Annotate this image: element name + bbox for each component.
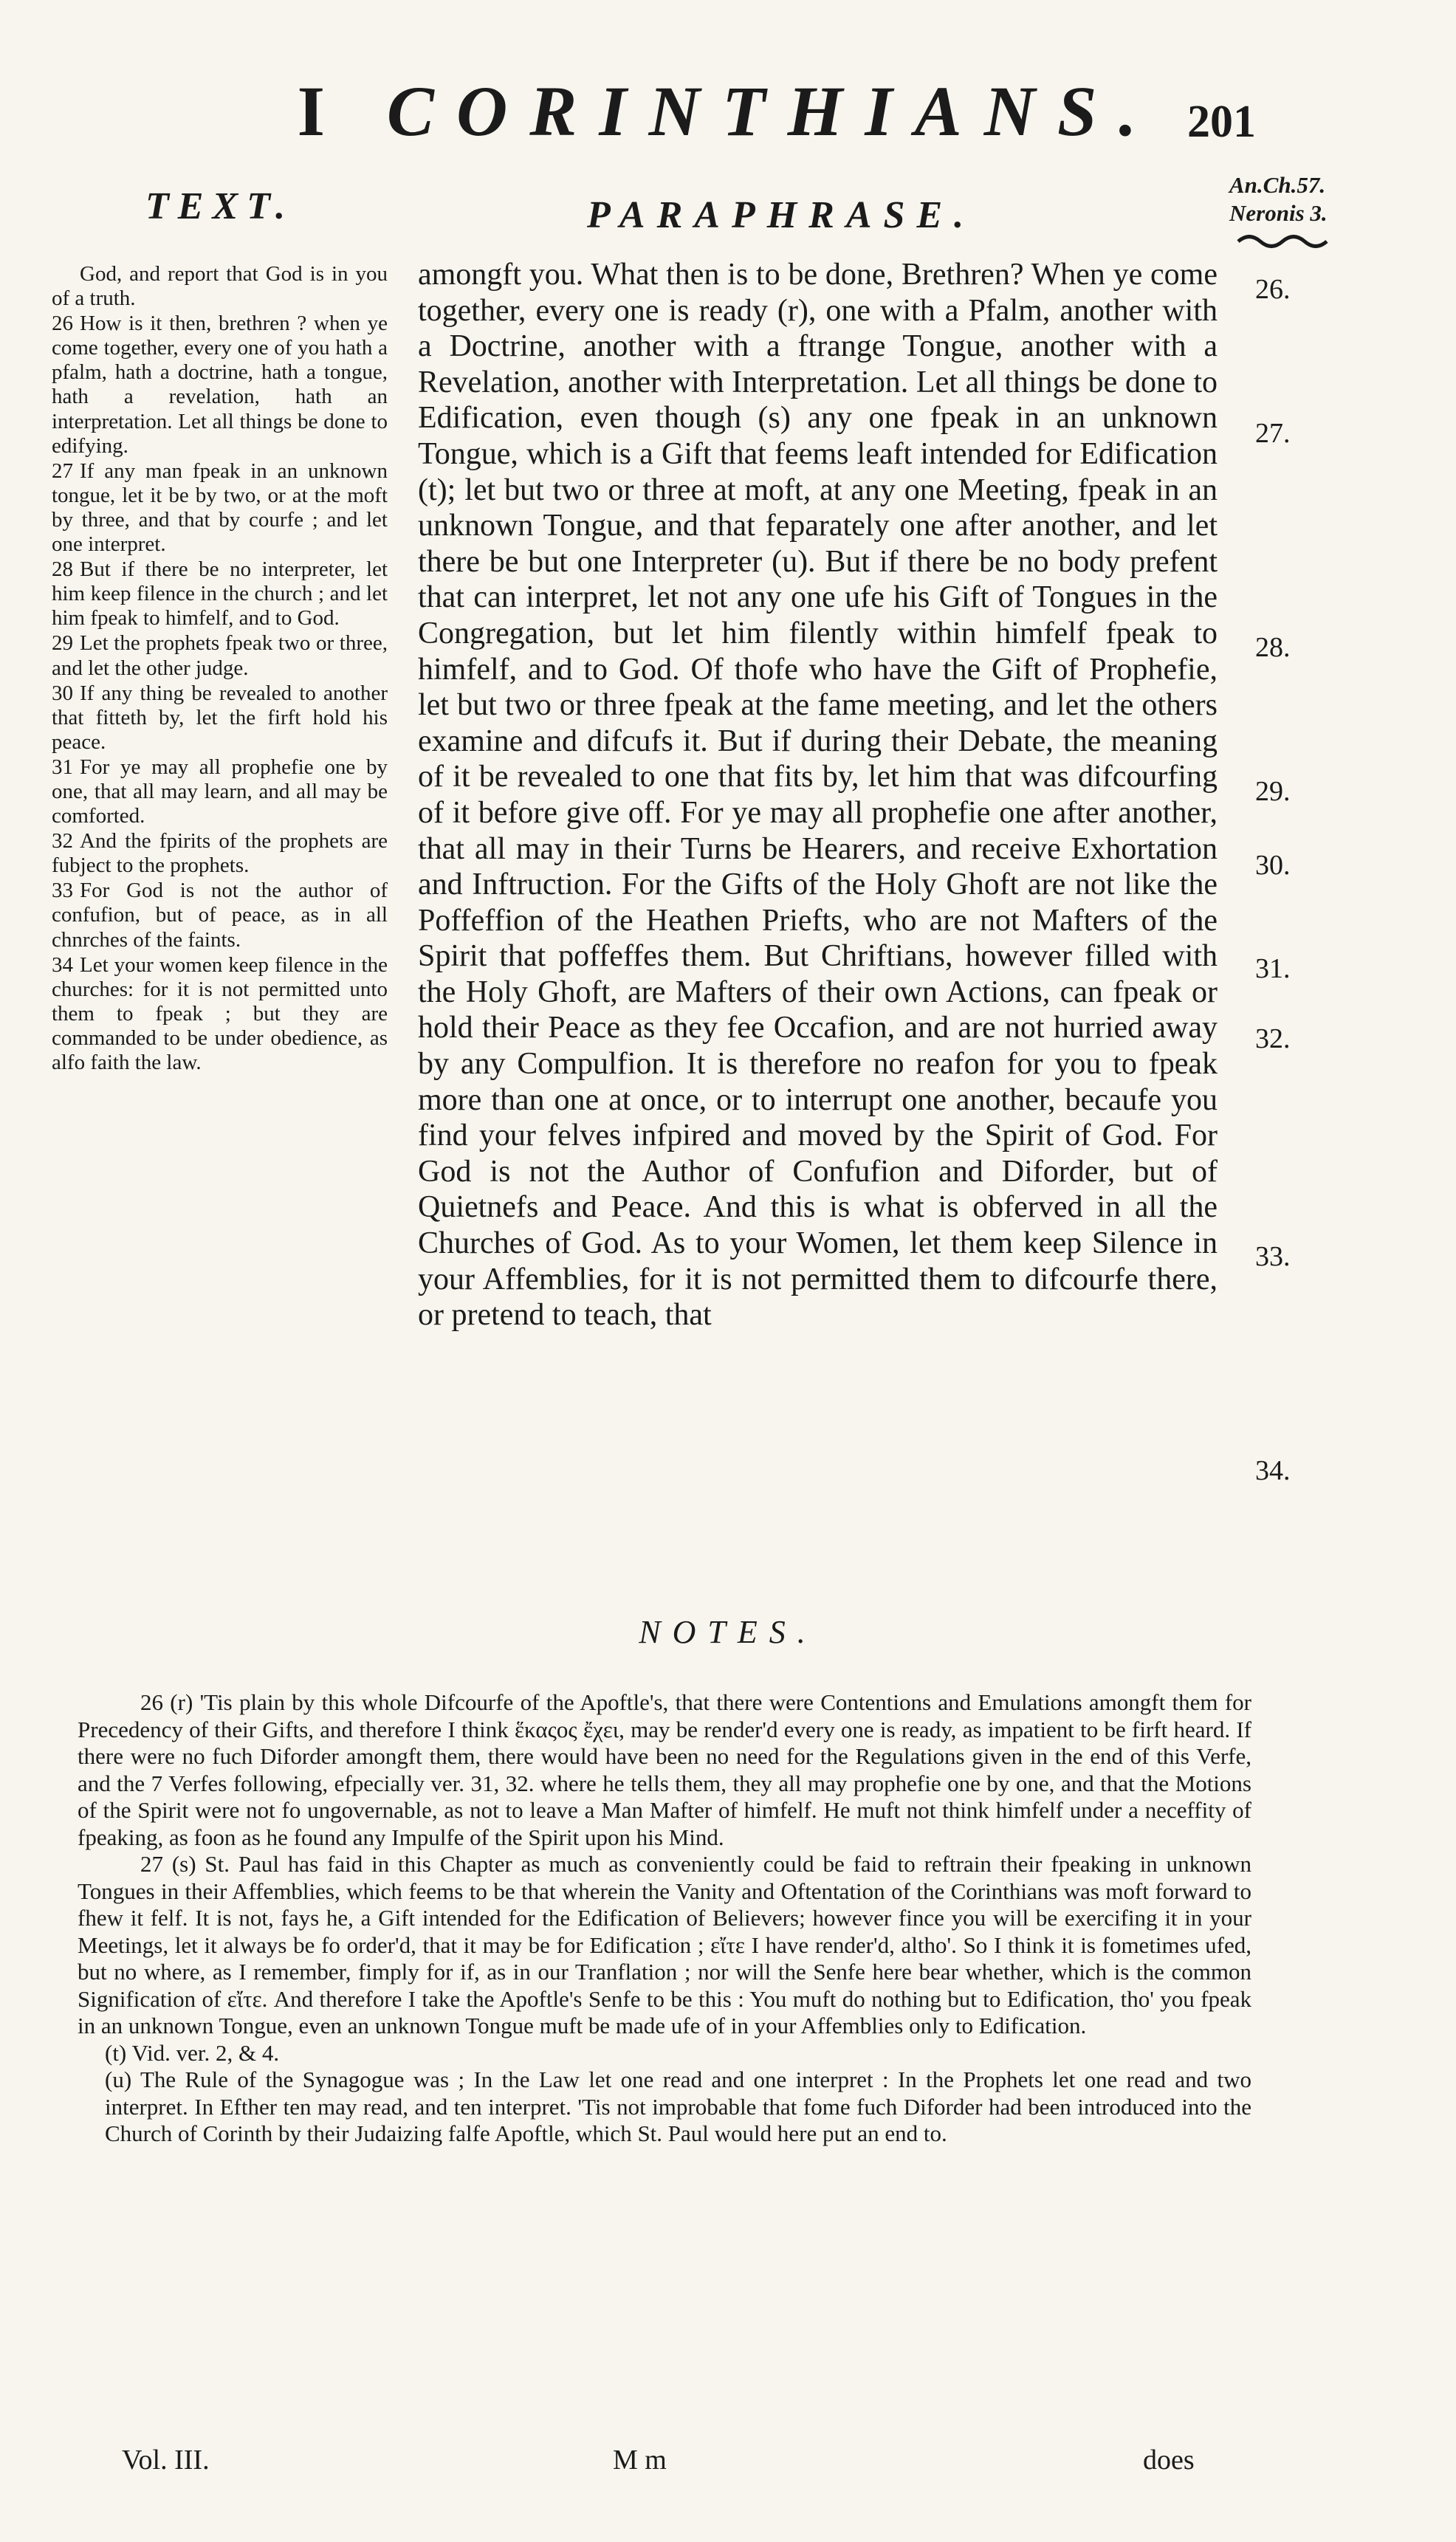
paraphrase-column-heading: PARAPHRASE. (587, 194, 976, 236)
paraphrase-column (418, 257, 1218, 1333)
scripture-text-column (52, 262, 388, 1076)
notes-section (78, 1689, 1251, 2148)
verse-marker: 27. (1255, 418, 1291, 449)
page-number: 201 (1187, 97, 1256, 147)
verse-text: God, and report that God is in you of a truth. (52, 262, 388, 311)
catchword: does (1143, 2445, 1195, 2476)
verse-text: 30 If any thing be revealed to another that fitteth by, let the firft hold his peace. (52, 681, 388, 754)
verse-text: 33 For God is not the author of confufion, but of peace, as in all chnrches of the faints. (52, 879, 388, 952)
ornament-flourish (1234, 230, 1330, 253)
verse-marker: 31. (1255, 953, 1291, 984)
note-t: (t) Vid. ver. 2, & 4. (105, 2039, 280, 2066)
verse-marker: 34. (1255, 1455, 1291, 1486)
verse-marker: 33. (1255, 1241, 1291, 1272)
paraphrase-body: amongft you. What then is to be done, Brethren? When ye come together, every one is ready (r), one with a Pfalm, another with a Doctrine, another with a ftrange Tongue, another with a Revelation, another with Interpretation. Let all things be done to Edification, even though (s) any one fpeak in an unknown Tongue, which is a Gift that feems leaft intended for Edification (t); let but two or three at moft, at any one Meeting, fpeak in an unknown Tongue, and that feparately one after another, and let there be but one Interpreter (u). But if there be no body prefent that can interpret, let not any one ufe his Gift of Tongues in the Congregation, but let him filently within himfelf fpeak to himfelf, and to God. Of thofe who have the Gift of Prophefie, let but two or three fpeak at the fame meeting, and let the others examine and difcufs it. But if during their Debate, the meaning of it be revealed to one that fits by, let him that was difcourfing of it before give off. For ye may all prophefie one after another, that all may in their Turns be Hearers, and receive Exhortation and Inftruction. For the Gifts of the Holy Ghoft are not like the Poffeffion of the Heathen Priefts, who are not Mafters of the Spirit that poffeffes them. But Chriftians, however filled with the Holy Ghoft, are Mafters of their own Actions, can fpeak or hold their Peace as they fee Occafion, and are not hurried away by any Compulfion. It is therefore no reafon for you to fpeak more than one at once, or to interrupt one another, becaufe you find your felves infpired and moved by the Spirit of God. For God is not the Author of Confufion and Diforder, but of Quietnefs and Peace. And this is what is obferved in all the Churches of God. As to your Women, let them keep Silence in your Affemblies, for it is not permitted them to difcourfe there, or pretend to teach, that (418, 258, 1218, 1333)
verse-marker: 30. (1255, 850, 1291, 881)
verse-text: 26 How is it then, brethren ? when ye come together, every one of you hath a pfalm, hath a doctrine, hath a tongue, hath a revelation, hath an interpretation. Let all things be done to edifying. (52, 312, 388, 458)
verse-marker: 32. (1255, 1023, 1291, 1054)
volume-label: Vol. III. (122, 2445, 210, 2476)
verse-text: 34 Let your women keep filence in the churches: for it is not permitted unto them to fpeak ; but they are commanded to be under obedience, as alfo faith the law. (52, 952, 388, 1074)
note-paragraph: 26 (r) 'Tis plain by this whole Difcourfe of the Apoftle's, that there were Contentions and Emulations amongft them for Precedency of their Gifts, and therefore I think ἕκαςος ἔχει, may be render'd every one is ready, as impatient to be firft heard. If there were no fuch Diforder amongft them, there would have been no need for the Regulations given in the end of this Verfe, and the 7 Verfes following, efpecially ver. 31, 32. where he tells them, they all may prophefie one by one, and that the Motions of the Spirit were not fo ungovernable, as not to leave a Man Mafter of himfelf. He muft not think himfelf under a neceffity of fpeaking, as foon as he found any Impulfe of the Spirit upon his Mind. (78, 1689, 1251, 1850)
text-column-heading: TEXT. (145, 185, 295, 227)
verse-marker: 29. (1255, 776, 1291, 807)
notes-heading: NOTES. (639, 1614, 817, 1650)
verse-text: 32 And the fpirits of the prophets are fubject to the prophets. (52, 829, 388, 878)
signature-mark: M m (613, 2445, 667, 2476)
note-paragraph: 27 (s) St. Paul has faid in this Chapter as much as conveniently could be faid to reftrain their fpeaking in unknown Tongues in their Affemblies, which feems to be that wherein the Vanity and Oftentation of the Corinthians was moft forward to fhew it felf. It is not, fays he, a Gift intended for the Edification of Believers; however fince you will be exercifing it in your Meetings, let it always be fo order'd, that it may be for Edification ; εἴτε I have render'd, altho'. So I think it is fometimes ufed, but no where, as I remember, fimply for if, as in our Tranflation ; nor will the Senfe here bear whether, which is the common Signification of εἴτε. And therefore I take the Apoftle's Senfe to be this : You muft do nothing but to Edification, tho' you fpeak in an unknown Tongue, even an unknown Tongue muft be made ufe of in your Affemblies only to Edification. (78, 1851, 1251, 2038)
verse-marker: 26. (1255, 274, 1291, 305)
chronology-note: An.Ch.57. Neronis 3. (1229, 172, 1328, 226)
verse-text: 31 For ye may all prophefie one by one, that all may learn, and all may be comforted. (52, 755, 388, 828)
verse-marker: 28. (1255, 632, 1291, 663)
verse-text: 27 If any man fpeak in an unknown tongue, let it be by two, or at the moft by three, and that by courfe ; and let one interpret. (52, 458, 388, 557)
page-title: I CORINTHIANS. (297, 72, 1159, 151)
verse-text: 29 Let the prophets fpeak two or three, and let the other judge. (52, 631, 388, 680)
verse-text: 28 But if there be no interpreter, let him keep filence in the church ; and let him fpeak to himfelf, and to God. (52, 557, 388, 631)
note-u: (u) The Rule of the Synagogue was ; In the Law let one read and one interpret : In the Prophets let one read and two interpret. In Efther ten may read, and ten interpret. 'Tis not improbable that fome fuch Diforder had been introduced into the Church of Corinth by their Judaizing falfe Apoftle, which St. Paul would here put an end to. (105, 2067, 1251, 2146)
